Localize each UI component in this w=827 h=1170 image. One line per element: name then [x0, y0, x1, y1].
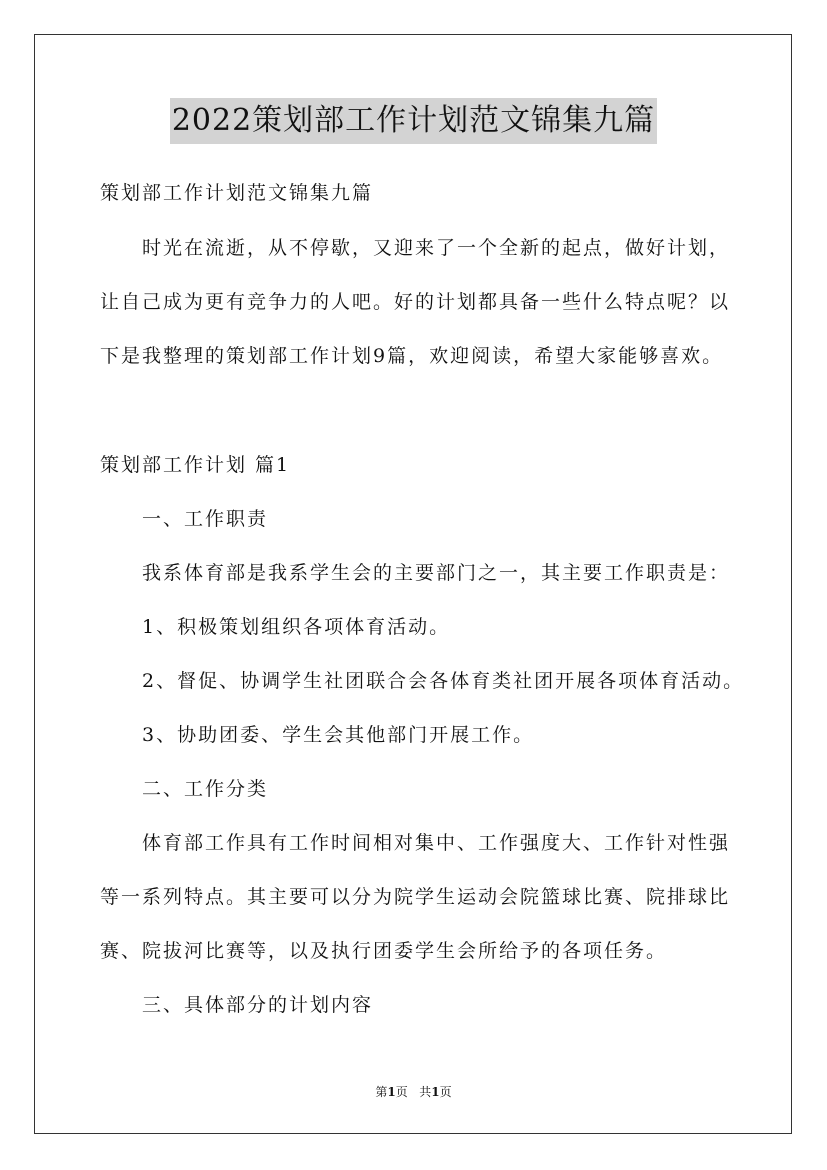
page-footer [0, 1083, 827, 1101]
total-prefix: 共 [419, 1085, 432, 1099]
page-suffix: 页 [395, 1085, 408, 1099]
page-number: 1 [387, 1085, 396, 1099]
classification-line-3: 赛、院拔河比赛等，以及执行团委学生会所给予的各项任务。 [100, 940, 668, 962]
duty-item-1: 1、积极策划组织各项体育活动。 [142, 616, 451, 638]
intro-line-3: 下是我整理的策划部工作计划9篇，欢迎阅读，希望大家能够喜欢。 [100, 345, 724, 367]
total-pages: 1 [431, 1085, 440, 1099]
duty-item-2: 2、督促、协调学生社团联合会各体育类社团开展各项体育活动。 [142, 670, 745, 692]
duty-item-3: 3、协助团委、学生会其他部门开展工作。 [142, 724, 535, 746]
total-suffix: 页 [439, 1085, 452, 1099]
intro-line-1: 时光在流逝，从不停歇，又迎来了一个全新的起点，做好计划， [142, 237, 731, 259]
document-subtitle: 策划部工作计划范文锦集九篇 [100, 182, 374, 204]
section-heading: 策划部工作计划 篇1 [100, 454, 291, 476]
intro-line-2: 让自己成为更有竞争力的人吧。好的计划都具备一些什么特点呢？以 [100, 291, 731, 313]
heading-duties: 一、工作职责 [142, 508, 269, 530]
heading-plan-content: 三、具体部分的计划内容 [142, 994, 374, 1016]
classification-line-2: 等一系列特点。其主要可以分为院学生运动会院篮球比赛、院排球比 [100, 886, 731, 908]
classification-line-1: 体育部工作具有工作时间相对集中、工作强度大、工作针对性强 [142, 832, 731, 854]
heading-classification: 二、工作分类 [142, 778, 269, 800]
document-title: 2022策划部工作计划范文锦集九篇 [170, 98, 657, 144]
duties-intro: 我系体育部是我系学生会的主要部门之一，其主要工作职责是： [142, 562, 731, 584]
page-prefix: 第 [375, 1085, 388, 1099]
document-title-wrap [0, 98, 827, 144]
